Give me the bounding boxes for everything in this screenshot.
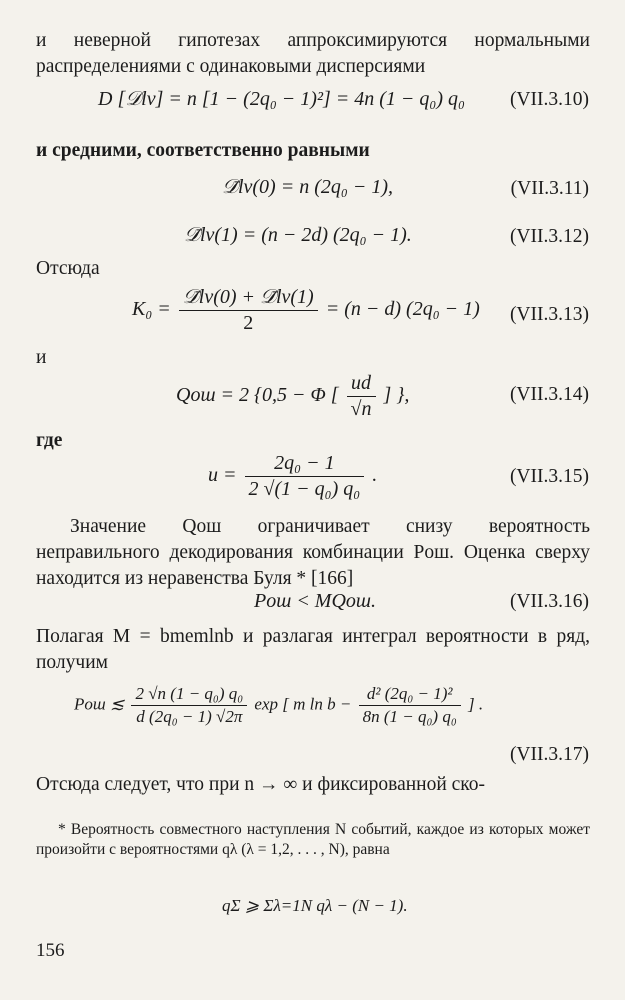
equation-vii-3-15 — [208, 452, 377, 501]
eq13-denominator: 2 — [243, 312, 254, 334]
eq13-fraction — [179, 286, 318, 335]
eq17-fraction-2 — [359, 684, 461, 727]
eq17-middle: exp [ m ln b − — [254, 694, 352, 714]
equation-vii-3-11: 𝒟̄lν(0) = n (2q₀ − 1), — [222, 176, 393, 198]
paragraph-4: и — [36, 347, 47, 368]
eq17-denominator-2: 8n (1 − q₀) q₀ — [362, 707, 457, 726]
eq13-left: K₀ = — [132, 298, 171, 321]
equation-vii-3-17 — [74, 684, 483, 727]
eq15-fraction — [245, 452, 365, 501]
paragraph-8: Отсюда следует, что при n → ∞ и фиксированной ско- — [36, 774, 486, 795]
eq15-left: u = — [208, 464, 237, 487]
paragraph-2: и средними, соответственно равными — [36, 140, 370, 161]
equation-number-11: (VII.3.11) — [510, 178, 589, 199]
paragraph-3: Отсюда — [36, 258, 100, 279]
paragraph-1: и неверной гипотезах аппроксимируются нормальными распределениями с одинаковыми дисперсиями — [36, 30, 590, 77]
equation-number-13: (VII.3.13) — [509, 304, 589, 325]
equation-vii-3-14 — [176, 372, 409, 421]
eq13-numerator: 𝒟̄lν(0) + 𝒟̄lν(1) — [179, 286, 318, 311]
equation-vii-3-13 — [132, 286, 480, 335]
eq17-numerator-2: d² (2q₀ − 1)² — [359, 684, 461, 706]
eq14-denominator: √n — [350, 398, 372, 420]
equation-vii-3-10: D [𝒟lν] = n [1 − (2q₀ − 1)²] = 4n (1 − q₀) q₀ — [98, 88, 465, 110]
footnote-equation: qΣ ⩾ Σλ=1N qλ − (N − 1). — [222, 896, 408, 915]
equation-number-17: (VII.3.17) — [509, 744, 589, 765]
eq15-right: . — [372, 464, 378, 487]
paragraph-6: Значение Qош ограничивает снизу вероятность неправильного декодирования комбинации Pош. Оценка сверху находится из неравенства Буля * [166] — [36, 516, 590, 589]
eq15-numerator: 2q₀ − 1 — [245, 452, 365, 477]
eq15-denominator: 2 √(1 − q₀) q₀ — [248, 478, 361, 500]
equation-vii-3-16: Pош < MQош. — [254, 590, 377, 612]
eq14-fraction — [347, 372, 376, 421]
eq17-fraction-1 — [131, 684, 247, 727]
equation-vii-3-12: 𝒟̄lν(1) = (n − 2d) (2q₀ − 1). — [184, 224, 412, 246]
equation-number-15: (VII.3.15) — [509, 466, 589, 487]
eq17-numerator-1: 2 √n (1 − q₀) q₀ — [131, 684, 247, 706]
eq14-numerator: ud — [347, 372, 376, 397]
eq17-denominator-1: d (2q₀ − 1) √2π — [136, 707, 243, 726]
equation-number-14: (VII.3.14) — [509, 384, 589, 405]
paragraph-5: где — [36, 430, 63, 451]
paragraph-7: Полагая M = bmemlnb и разлагая интеграл вероятности в ряд, получим — [36, 626, 590, 673]
eq13-right: = (n − d) (2q₀ − 1) — [325, 298, 480, 321]
eq17-right: ] . — [467, 694, 484, 714]
eq17-left: Pош ≲ — [74, 694, 125, 714]
footnote: * Вероятность совместного наступления N событий, каждое из которых может произойти с вероятностями qλ (λ = 1,2, . . . , N), равна — [36, 821, 590, 858]
equation-number-12: (VII.3.12) — [509, 226, 589, 247]
page-number: 156 — [36, 940, 65, 961]
equation-number-10: (VII.3.10) — [509, 89, 589, 110]
eq14-left: Qош = 2 {0,5 − Φ [ — [176, 384, 339, 407]
eq14-right: ] }, — [383, 384, 410, 407]
equation-number-16: (VII.3.16) — [509, 591, 589, 612]
